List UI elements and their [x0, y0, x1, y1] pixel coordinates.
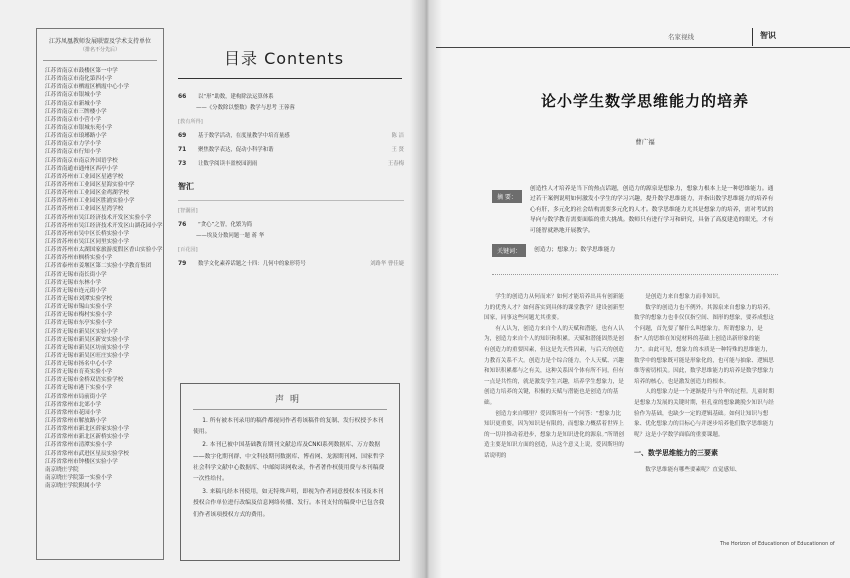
- body-paragraph: 创造力来自哪里？爱因斯坦有一个问答：“想象力比知识更重要，因为知识是有限的，而想象力概括着世界上的一切并推动着进步，想象力是知识进化的源泉。”所谓创造主要是知识方面的创造，从这个意义上说，爱因斯坦的话说明的: [484, 410, 624, 459]
- toc-entry-title: 以“形”助数，建构除法运算体系: [198, 94, 274, 100]
- supporter-item: 江苏省无锡市东亭实验小学: [45, 320, 113, 327]
- supporter-item: 江苏省苏州市吴江经济技术开发区实验小学: [45, 214, 152, 221]
- keywords-label: 关键词：: [492, 244, 526, 257]
- article-title: 论小学生数学思维能力的培养: [540, 92, 749, 110]
- body-paragraph: 人的想象力是一个逐渐提升与升华的过程。儿童时期是想象力发展的关键时期，但孔童的想象跳脱少知识与经验作为基础，也缺少一定的逻辑基础。如何让知识与想象、优化想象力的目标心与并逐步培养他们数学思维能力呢？这是小学数学面临的重要课题。: [634, 389, 774, 438]
- supporter-item: 江苏省苏州市工业园区胜浦实验小学: [45, 198, 135, 205]
- page-footer: The Horizon of Educationon of Educationon of: [720, 541, 835, 547]
- header-separator: [752, 28, 753, 46]
- toc-category: [百花园]: [178, 247, 198, 253]
- brand-label: 智识: [760, 31, 776, 40]
- supporter-item: 江苏省无锡市港下实验小学: [45, 385, 113, 392]
- body-paragraph: 是创造力来自想象力而非知识。: [645, 294, 724, 300]
- supporter-item: 江苏省常州市清潭实验小学: [45, 442, 113, 449]
- supporter-item: 江苏省无锡市东林小学: [45, 279, 101, 286]
- supporter-item: 江苏省常州市钟楼区实验小学: [45, 458, 118, 465]
- supporter-item: 江苏省无锡市连元街小学: [45, 287, 107, 294]
- toc-page-number: 69: [178, 132, 187, 139]
- toc-entry-title: 基于数学活动，在度量教学中培育量感: [198, 133, 290, 139]
- toc-subtitle-text: ——埃及分数问题一题: [196, 233, 250, 239]
- right-page: [426, 0, 850, 578]
- toc-entry-title: 聚焦数学表达，促动小科学和谐: [198, 147, 274, 153]
- toc-entry[interactable]: [178, 159, 404, 167]
- supporter-item: 江苏省常州市花园小学: [45, 409, 101, 416]
- supporter-item: 江苏省无锡市梅村实验小学: [45, 312, 113, 319]
- abstract-text: 创造性人才培养是当下的热点话题，创造力的源泉是想象力，想象力根本上是一种思维能力。通过若干案例说明如何激发小学生的学习兴趣，提升数学思维能力，并指出数学思维能力的培养有心有肝，多元化的社会结构需要多元化的人才。数学思维能力尤其是想象力的培养，需对考试的导向与数学教育需要面临的重大挑战。数师只有进行学习和研究，具备了高度建造的眼光，才有可能智就熟地开展教学。: [529, 186, 774, 234]
- section-heading: 一、数学思维能力的三要素: [634, 449, 718, 458]
- supporter-item: 江苏省无锡市锡山实验小学: [45, 304, 113, 311]
- abstract-block: [492, 184, 778, 257]
- toc-entry[interactable]: [178, 220, 404, 228]
- supporter-item: 江苏省南京市小营小学: [45, 116, 101, 123]
- toc-author: 王蓉蓉: [278, 105, 295, 111]
- toc-subtitle: [196, 103, 404, 111]
- statement-paragraph: 3. 来稿凡经本刊使用，如无特殊声明，即视为作者同意授权本刊及本刊授权合作单位进行改编及信息网络传播、发行。本刊支付的稿费中已包含我们作者该项授权方式的费用。: [193, 489, 385, 518]
- toc-subtitle-text: ——《分数除以整数》教学与思考: [196, 105, 277, 111]
- supporter-item: 江苏省常州市局前街小学: [45, 393, 107, 400]
- supporter-item: 江苏省南京市三牌楼小学: [45, 108, 107, 115]
- supporter-item: 江苏省南京市琅琊路小学: [45, 133, 107, 140]
- supporter-item: 江苏省南京市鼓楼区第一中学: [45, 68, 118, 74]
- supporter-item: 江苏省南京市银城东苑小学: [45, 124, 113, 131]
- toc-category: [教有所得]: [178, 119, 203, 125]
- supporter-item: 江苏省苏州市工业园区星湾学校: [45, 206, 124, 213]
- supporter-item: 江苏省无锡市新吴区坊前实验小学: [45, 344, 129, 351]
- supporter-item: 江苏省常州市解放路小学: [45, 418, 107, 425]
- supporter-item: 江苏省苏州市工业园区星海实验中学: [45, 181, 135, 188]
- supporter-list: [37, 67, 163, 490]
- supporter-item: 江苏省苏州市吴中区长桥实验小学: [45, 230, 129, 237]
- supporter-item: 江苏省南京市力学小学: [45, 141, 101, 148]
- supporter-divider: [43, 60, 157, 61]
- toc-page-number: 66: [178, 93, 187, 100]
- toc-entry-title: 让数学阅读丰盈校园润雨: [198, 161, 258, 167]
- article-author: 曹广福: [635, 138, 655, 146]
- toc-section-divider: [178, 200, 404, 201]
- keywords-text: 创造力；想象力；数学思维能力: [534, 247, 616, 254]
- body-column-left: [484, 292, 624, 462]
- supporter-heading: 江苏凤凰教师发展联盟及学术支持单位: [48, 38, 151, 45]
- toc-entry[interactable]: [178, 131, 404, 139]
- toc-entry-title: “贪心”之智，化繁为简: [198, 222, 253, 228]
- statement-paragraph: 2. 本刊已被中国基础教育期刊文献总库及CNKI系列数据库、万方数据——数字化期刊群、中文科技期刊数据库、博看网、龙源期刊网、国家哲学社会科学文献中心数据库、中邮阅读网收录，作者著作权使用费与本刊稿费一次性给付。: [193, 442, 385, 483]
- body-paragraph: 数学思维能有哪些要素呢？直觉感知、: [645, 466, 741, 473]
- statement-paragraph: 1. 所有被本刊录用的稿件都视同作者将该稿件的复制、发行权授予本刊使用。: [193, 418, 384, 436]
- supporter-item: 江苏省常州市北郊小学: [45, 401, 101, 408]
- supporter-item: 江苏省常州市武进区星辰实验学校: [45, 450, 129, 457]
- table-of-contents: [178, 92, 404, 273]
- toc-section-title: 智汇: [178, 182, 194, 191]
- supporter-item: 南京晓庄学院第一实验小学: [45, 475, 113, 482]
- supporter-item: 江苏省南京市新城小学: [45, 100, 101, 107]
- supporter-item: 江苏省无锡市扬名中心小学: [45, 361, 113, 368]
- supporter-item: 江苏省南通市通州区西亭小学: [45, 165, 118, 172]
- supporter-item: 江苏省无锡市新吴区实验小学: [45, 328, 118, 335]
- supporter-item: 江苏省南京市银城小学: [45, 92, 101, 99]
- supporter-item: 江苏省泰州市姜堰区第二实验小学教育集团: [45, 263, 152, 270]
- toc-page-number: 79: [178, 260, 187, 267]
- body-column-right: [634, 292, 774, 476]
- supporter-item: 江苏省苏州市太湖国家旅游度假区香山实验小学: [45, 247, 163, 254]
- supporter-item: 江苏省苏州市吴江经济技术开发区山湖花园小学: [45, 222, 163, 229]
- column-label: 名家视线: [668, 33, 694, 41]
- toc-category: [智囊团]: [178, 208, 198, 214]
- toc-subtitle: [196, 231, 404, 239]
- abstract-divider: [492, 274, 778, 275]
- toc-author: 王 贤: [391, 147, 404, 153]
- supporter-item: 江苏省南京市栖霞区栖霞中心小学: [45, 84, 129, 91]
- supporter-note: （排名不分先后）: [79, 47, 120, 53]
- supporter-item: 江苏省常州市新北区薛家实验小学: [45, 426, 129, 433]
- toc-entry-title: 数学文化素养话题之十四：几何中的象形符号: [198, 261, 306, 267]
- supporter-item: 江苏省南京市行知小学: [45, 149, 101, 156]
- supporter-item: 江苏省无锡市南长街小学: [45, 271, 107, 278]
- supporter-item: 江苏省苏州市枫桥实验小学: [45, 255, 113, 262]
- statement-title: 声明: [274, 395, 305, 405]
- supporter-item: 江苏省苏州市吴江区同里实验小学: [45, 238, 129, 245]
- supporter-box: [36, 28, 164, 560]
- header-rule: [436, 47, 850, 48]
- toc-page-number: 76: [178, 221, 187, 228]
- body-paragraph: 数学的创造力也不例外。其源泉来自想象力的培养。数学的想象力也非仅仅指空间、图形的想象，要养成想这个问题，首先要了解什么叫想象力。所谓想象力，是指“人的思维在知觉材料的基础上创造出新形象的能力”。由此可见，想象力的本质是一种特殊的思维能力，数学中的想象既可能是形象化的，也可能与抽象、逻辑思维等密切相关。因此，数学思维能力的培养是数学想象力培养的核心，也是激发创造力的根本。: [634, 304, 774, 385]
- toc-entry[interactable]: [178, 145, 404, 153]
- supporter-item: 江苏省无锡市新吴区新安实验小学: [45, 336, 129, 343]
- supporter-item: 江苏省无锡市金桥双语实验学校: [45, 377, 124, 384]
- abstract-label: 摘 要：: [492, 190, 522, 203]
- toc-author: 王春梅: [387, 161, 404, 167]
- supporter-item: 江苏省无锡市新吴区旺庄实验小学: [45, 352, 129, 359]
- toc-page-number: 73: [178, 160, 187, 167]
- supporter-item: 江苏省常州市新北区新桥实验小学: [45, 434, 129, 441]
- toc-author: 刘路华 曹佳婕: [369, 261, 404, 267]
- supporter-item: 江苏省苏州市工业园区星港学校: [45, 173, 124, 180]
- body-paragraph: 学生的创造力从何而来？如何才能培养出具有创新能力的优秀人才？如何落实到具体的课堂教学？建设创新型国家，同事这些问题尤其重要。: [484, 294, 624, 322]
- toc-author: 蒋 华: [251, 233, 265, 239]
- statement-divider: [193, 409, 387, 410]
- supporter-item: 江苏省南京市南京外国语学校: [45, 157, 118, 164]
- toc-entry[interactable]: [178, 259, 404, 267]
- toc-title: 目录 Contents: [224, 49, 345, 68]
- toc-author: 陈 洁: [391, 133, 404, 139]
- statement-box: [180, 383, 400, 561]
- supporter-item: 江苏省苏州市工业园区金鸡湖学校: [45, 190, 129, 197]
- supporter-item: 南京晓庄学院附属小学: [45, 483, 101, 490]
- supporter-item: 江苏省无锡市刘潭实验学校: [45, 295, 113, 302]
- supporter-item: 江苏省南京市南化第四小学: [45, 76, 113, 83]
- toc-entry[interactable]: [178, 92, 404, 100]
- supporter-item: 南京晓庄学院: [45, 466, 79, 473]
- toc-page-number: 71: [178, 146, 187, 153]
- supporter-item: 江苏省无锡市育英实验小学: [45, 369, 113, 376]
- toc-rule: [178, 78, 402, 79]
- body-paragraph: 有人认为，创造力来自个人的天赋和潜能，也有人认为，创造力来自个人的知识和积累。天赋和潜能固然是创有创造力的重要因素，但这是先天性因素，与后天的创造力教育关系不大。创造力是个综合能力，个人天赋、兴趣和知识积累都与之有关，这种关系因个体有所不同，但有一点是共性的，就是激发学生兴趣，培养学生想象力，是创造力培养的关键，积极的天赋与潜能也是创造力的基础。: [484, 325, 624, 406]
